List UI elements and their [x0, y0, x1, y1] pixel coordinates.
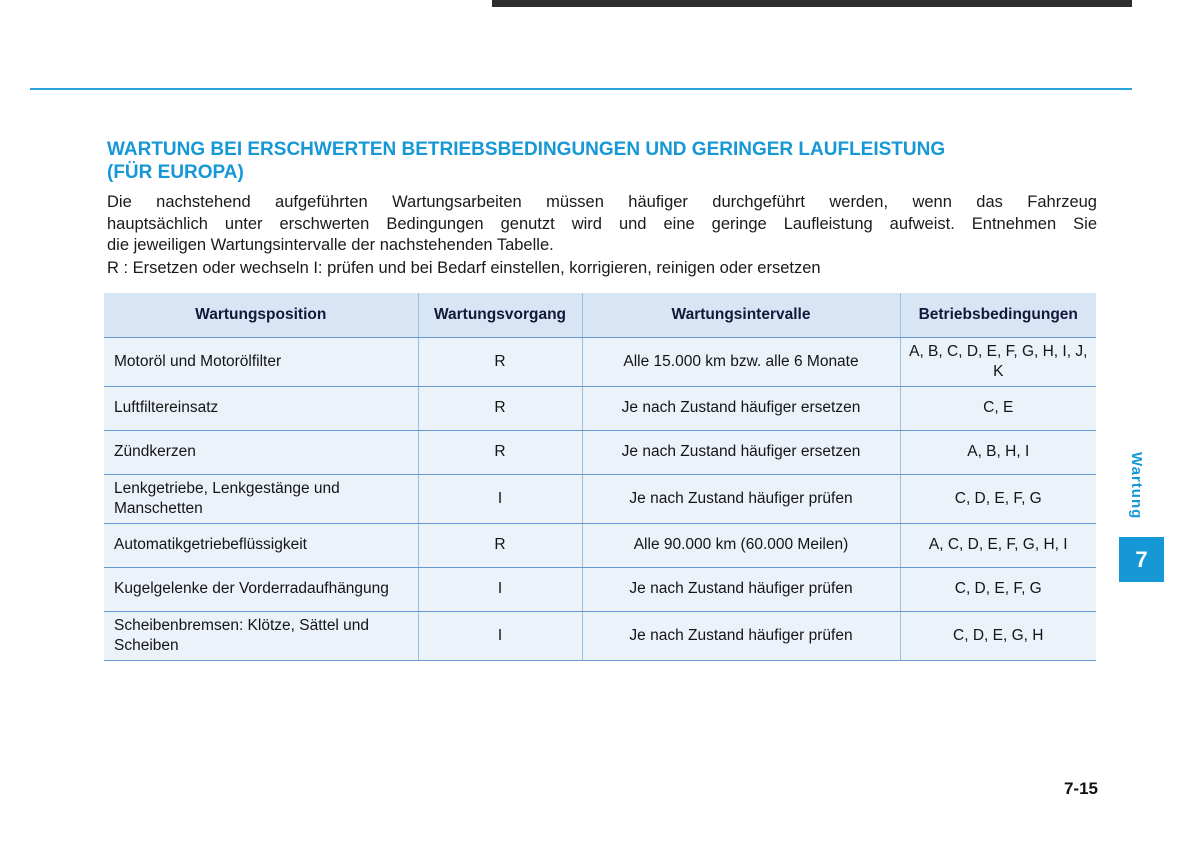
table-row: [104, 611, 1096, 660]
cell-interval: Je nach Zustand häufiger prüfen: [582, 567, 900, 611]
top-edge-bar: [492, 0, 1132, 7]
cell-interval: Je nach Zustand häufiger prüfen: [582, 474, 900, 523]
cell-position: Motoröl und Motorölfilter: [104, 337, 418, 386]
section-heading-line1: WARTUNG BEI ERSCHWERTEN BETRIEBSBEDINGUNGEN UND GERINGER LAUFLEISTUNG: [107, 139, 946, 160]
cell-conditions: A, B, H, I: [900, 430, 1096, 474]
maintenance-table: [104, 293, 1096, 661]
section-heading: [107, 138, 1097, 184]
col-header-wartungsintervalle: Wartungsintervalle: [582, 293, 900, 337]
cell-action: I: [418, 474, 582, 523]
legend-text: R : Ersetzen oder wechseln I: prüfen und bei Bedarf einstellen, korrigieren, reinigen oder ersetzen: [107, 259, 821, 277]
table-row: [104, 430, 1096, 474]
cell-position: Kugelgelenke der Vorderradaufhängung: [104, 567, 418, 611]
cell-conditions: C, D, E, F, G: [900, 567, 1096, 611]
cell-interval: Alle 90.000 km (60.000 Meilen): [582, 523, 900, 567]
table-row: [104, 523, 1096, 567]
cell-position: Zündkerzen: [104, 430, 418, 474]
table-row: [104, 337, 1096, 386]
section-heading-line2: (FÜR EUROPA): [107, 162, 244, 183]
cell-conditions: A, B, C, D, E, F, G, H, I, J, K: [900, 337, 1096, 386]
table-header-row: [104, 293, 1096, 337]
cell-interval: Je nach Zustand häufiger prüfen: [582, 611, 900, 660]
chapter-tab-number: 7: [1119, 537, 1164, 582]
page-number: 7-15: [1063, 779, 1098, 798]
cell-interval: Alle 15.000 km bzw. alle 6 Monate: [582, 337, 900, 386]
intro-line: hauptsächlich unter erschwerten Bedingungen genutzt wird und eine geringe Laufleistung aufweist. Entnehmen Sie: [107, 214, 1097, 233]
cell-action: I: [418, 567, 582, 611]
col-header-betriebsbedingungen: Betriebsbedingungen: [900, 293, 1096, 337]
cell-action: R: [418, 386, 582, 430]
cell-position: Luftfiltereinsatz: [104, 386, 418, 430]
cell-conditions: C, D, E, G, H: [900, 611, 1096, 660]
cell-position: Scheibenbremsen: Klötze, Sättel und Scheiben: [104, 611, 418, 660]
intro-line: die jeweiligen Wartungsintervalle der nachstehenden Tabelle.: [107, 236, 554, 254]
intro-paragraph: [107, 192, 1097, 257]
cell-action: I: [418, 611, 582, 660]
cell-interval: Je nach Zustand häufiger ersetzen: [582, 386, 900, 430]
cell-action: R: [418, 430, 582, 474]
cell-action: R: [418, 337, 582, 386]
chapter-tab-label: Wartung: [1128, 452, 1145, 520]
col-header-wartungsposition: Wartungsposition: [104, 293, 418, 337]
cell-action: R: [418, 523, 582, 567]
intro-line: Die nachstehend aufgeführten Wartungsarbeiten müssen häufiger durchgeführt werden, wenn das Fahrzeug: [107, 193, 1097, 211]
cell-interval: Je nach Zustand häufiger ersetzen: [582, 430, 900, 474]
table-row: [104, 386, 1096, 430]
cell-position: Automatikgetriebeflüssigkeit: [104, 523, 418, 567]
cell-conditions: C, D, E, F, G: [900, 474, 1096, 523]
table-row: [104, 474, 1096, 523]
header-rule: [30, 88, 1132, 90]
cell-conditions: C, E: [900, 386, 1096, 430]
cell-conditions: A, C, D, E, F, G, H, I: [900, 523, 1096, 567]
col-header-wartungsvorgang: Wartungsvorgang: [418, 293, 582, 337]
cell-position: Lenkgetriebe, Lenkgestänge und Manschetten: [104, 474, 418, 523]
table-row: [104, 567, 1096, 611]
